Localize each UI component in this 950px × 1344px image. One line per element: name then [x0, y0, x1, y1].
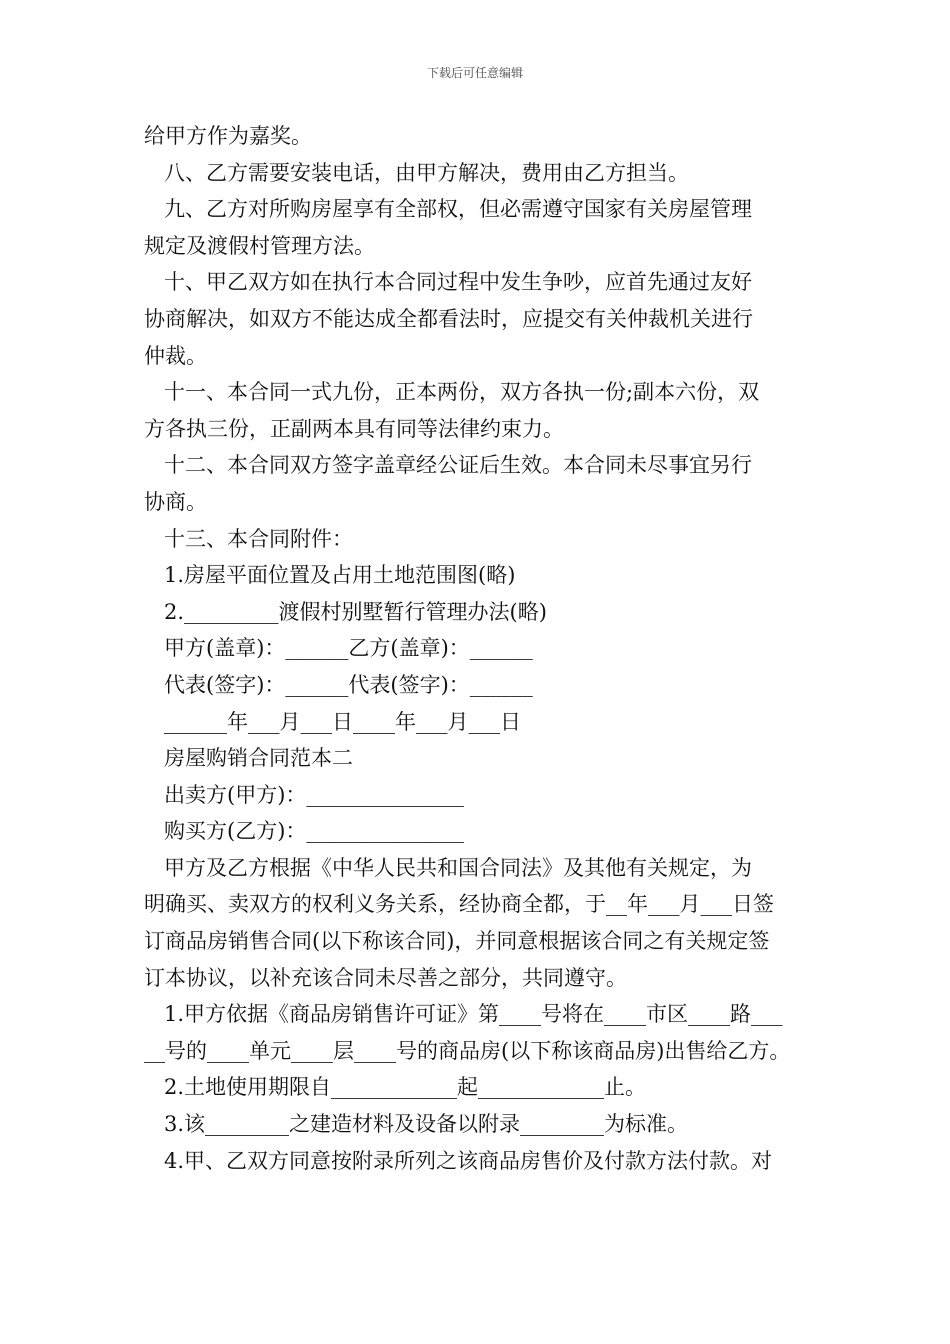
paragraph-line: 1.房屋平面位置及占用土地范围图(略) [164, 563, 516, 588]
party-line: 出卖方(甲方)：_______________ [164, 782, 464, 807]
paragraph-line: 方各执三份，正副两本具有同等法律约束力。 [144, 416, 564, 441]
paragraph-line: 明确买、卖双方的权利义务关系，经协商全都，于__年___月___日签 [144, 892, 774, 917]
paragraph-line: __号的____单元____层____号的商品房(以下称该商品房)出售给乙方。 [144, 1038, 791, 1063]
page-header: 下载后可任意编辑 [426, 66, 523, 80]
paragraph-line: 2._________渡假村别墅暂行管理办法(略) [164, 599, 547, 624]
paragraph-line: 订本协议，以补充该合同未尽善之部分，共同遵守。 [144, 965, 627, 990]
paragraph-line: 八、乙方需要安装电话，由甲方解决，费用由乙方担当。 [164, 160, 689, 185]
paragraph-line: 十、甲乙双方如在执行本合同过程中发生争吵，应首先通过友好 [164, 270, 752, 295]
paragraph-line: 给甲方作为嘉奖。 [144, 124, 312, 148]
date-line: ______年___月___日____年___月___日 [164, 709, 521, 734]
paragraph-line: 仲裁。 [144, 343, 207, 368]
party-line: 购买方(乙方)：_______________ [164, 819, 464, 844]
paragraph-line: 协商解决，如双方不能达成全都看法时，应提交有关仲裁机关进行 [144, 306, 753, 331]
paragraph-line: 协商。 [144, 489, 207, 514]
paragraph-line: 甲方及乙方根据《中华人民共和国合同法》及其他有关规定，为 [164, 855, 752, 880]
signature-line: 代表(签字)：______代表(签字)：______ [164, 672, 533, 697]
document-body [144, 118, 824, 1179]
paragraph-line: 规定及渡假村管理方法。 [144, 233, 375, 258]
paragraph-line: 2.土地使用期限自____________起____________止。 [164, 1075, 647, 1100]
section-title: 房屋购销合同范本二 [164, 746, 353, 771]
paragraph-line: 十二、本合同双方签字盖章经公证后生效。本合同未尽事宜另行 [164, 453, 752, 478]
paragraph-line: 订商品房销售合同(以下称该合同)，并同意根据该合同之有关规定签 [144, 929, 770, 954]
paragraph-line: 3.该________之建造材料及设备以附录________为标准。 [164, 1112, 689, 1137]
paragraph-line: 1.甲方依据《商品房销售许可证》第____号将在____市区____路___ [164, 1002, 783, 1027]
paragraph-line: 九、乙方对所购房屋享有全部权，但必需遵守国家有关房屋管理 [164, 197, 752, 222]
paragraph-line: 十一、本合同一式九份，正本两份，双方各执一份;副本六份，双 [164, 380, 760, 405]
paragraph-line: 4.甲、乙双方同意按附录所列之该商品房售价及付款方法付款。对 [164, 1148, 773, 1173]
paragraph-line: 十三、本合同附件： [164, 526, 353, 551]
signature-line: 甲方(盖章)：______乙方(盖章)：______ [164, 636, 533, 661]
